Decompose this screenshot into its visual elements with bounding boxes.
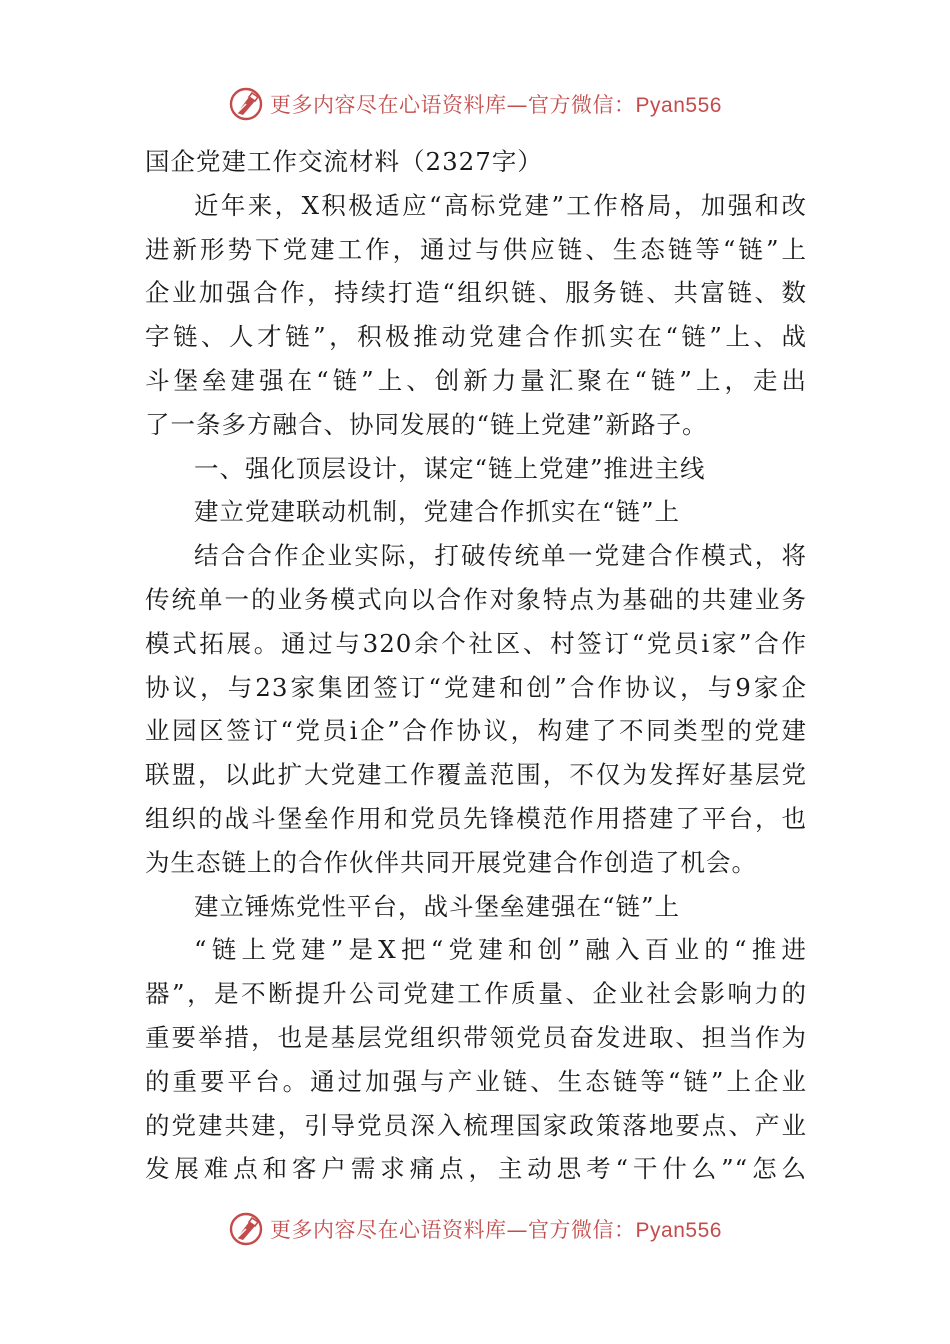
doc-line: 的重要平台。通过加强与产业链、生态链等“链”上企业 (145, 1066, 807, 1096)
doc-line: 重要举措，也是基层党组织带领党员奋发进取、担当作为 (145, 1022, 807, 1052)
pen-nib-logo-icon (228, 1211, 264, 1247)
banner-inner (228, 1211, 722, 1247)
subsection-heading: 建立党建联动机制，党建合作抓实在“链”上 (194, 497, 681, 527)
doc-line: 协议，与23家集团签订“党建和创”合作协议，与9家企 (145, 672, 807, 702)
banner-wechat-id: Pyan556 (635, 1219, 722, 1242)
banner-slogan: 更多内容尽在心语资料库—官方微信： (270, 93, 636, 117)
doc-line: 企业加强合作，持续打造“组织链、服务链、共富链、数 (145, 278, 807, 308)
footer-banner (0, 1207, 950, 1251)
doc-line: 的党建共建，引导党员深入梳理国家政策落地要点、产业 (145, 1110, 807, 1140)
doc-line: 联盟，以此扩大党建工作覆盖范围，不仅为发挥好基层党 (145, 760, 807, 790)
banner-inner (228, 86, 722, 122)
doc-line: 为生态链上的合作伙伴共同开展党建合作创造了机会。 (145, 847, 757, 877)
banner-slogan: 更多内容尽在心语资料库—官方微信： (270, 1218, 636, 1242)
pen-nib-logo-icon (228, 86, 264, 122)
doc-line: 结合合作企业实际，打破传统单一党建合作模式，将 (194, 541, 807, 571)
subsection-heading: 建立锤炼党性平台，战斗堡垒建强在“链”上 (194, 891, 681, 921)
doc-line: “链上党建”是X把“党建和创”融入百业的“推进 (194, 935, 807, 965)
doc-line: 了一条多方融合、协同发展的“链上党建”新路子。 (145, 409, 708, 439)
doc-line: 斗堡垒建强在“链”上、创新力量汇聚在“链”上，走出 (145, 365, 807, 395)
doc-title: 国企党建工作交流材料（2327字） (145, 147, 543, 176)
header-banner (0, 82, 950, 126)
document-body (145, 140, 807, 1191)
banner-text (270, 89, 722, 119)
banner-text (270, 1214, 722, 1244)
section-heading: 一、强化顶层设计，谋定“链上党建”推进主线 (194, 453, 706, 483)
doc-line: 组织的战斗堡垒作用和党员先锋模范作用搭建了平台，也 (145, 803, 807, 833)
doc-line: 进新形势下党建工作，通过与供应链、生态链等“链”上 (145, 234, 807, 264)
doc-line: 传统单一的业务模式向以合作对象特点为基础的共建业务 (145, 584, 807, 614)
doc-line: 器”，是不断提升公司党建工作质量、企业社会影响力的 (145, 979, 807, 1009)
doc-line: 字链、人才链”，积极推动党建合作抓实在“链”上、战 (145, 322, 807, 352)
doc-line: 近年来，X积极适应“高标党建”工作格局，加强和改 (194, 190, 807, 220)
banner-wechat-id: Pyan556 (635, 94, 722, 117)
doc-line: 模式拓展。通过与320余个社区、村签订“党员i家”合作 (145, 628, 807, 658)
doc-line: 发展难点和客户需求痛点，主动思考“干什么”“怎么 (145, 1154, 807, 1184)
doc-line: 业园区签订“党员i企”合作协议，构建了不同类型的党建 (145, 716, 807, 746)
